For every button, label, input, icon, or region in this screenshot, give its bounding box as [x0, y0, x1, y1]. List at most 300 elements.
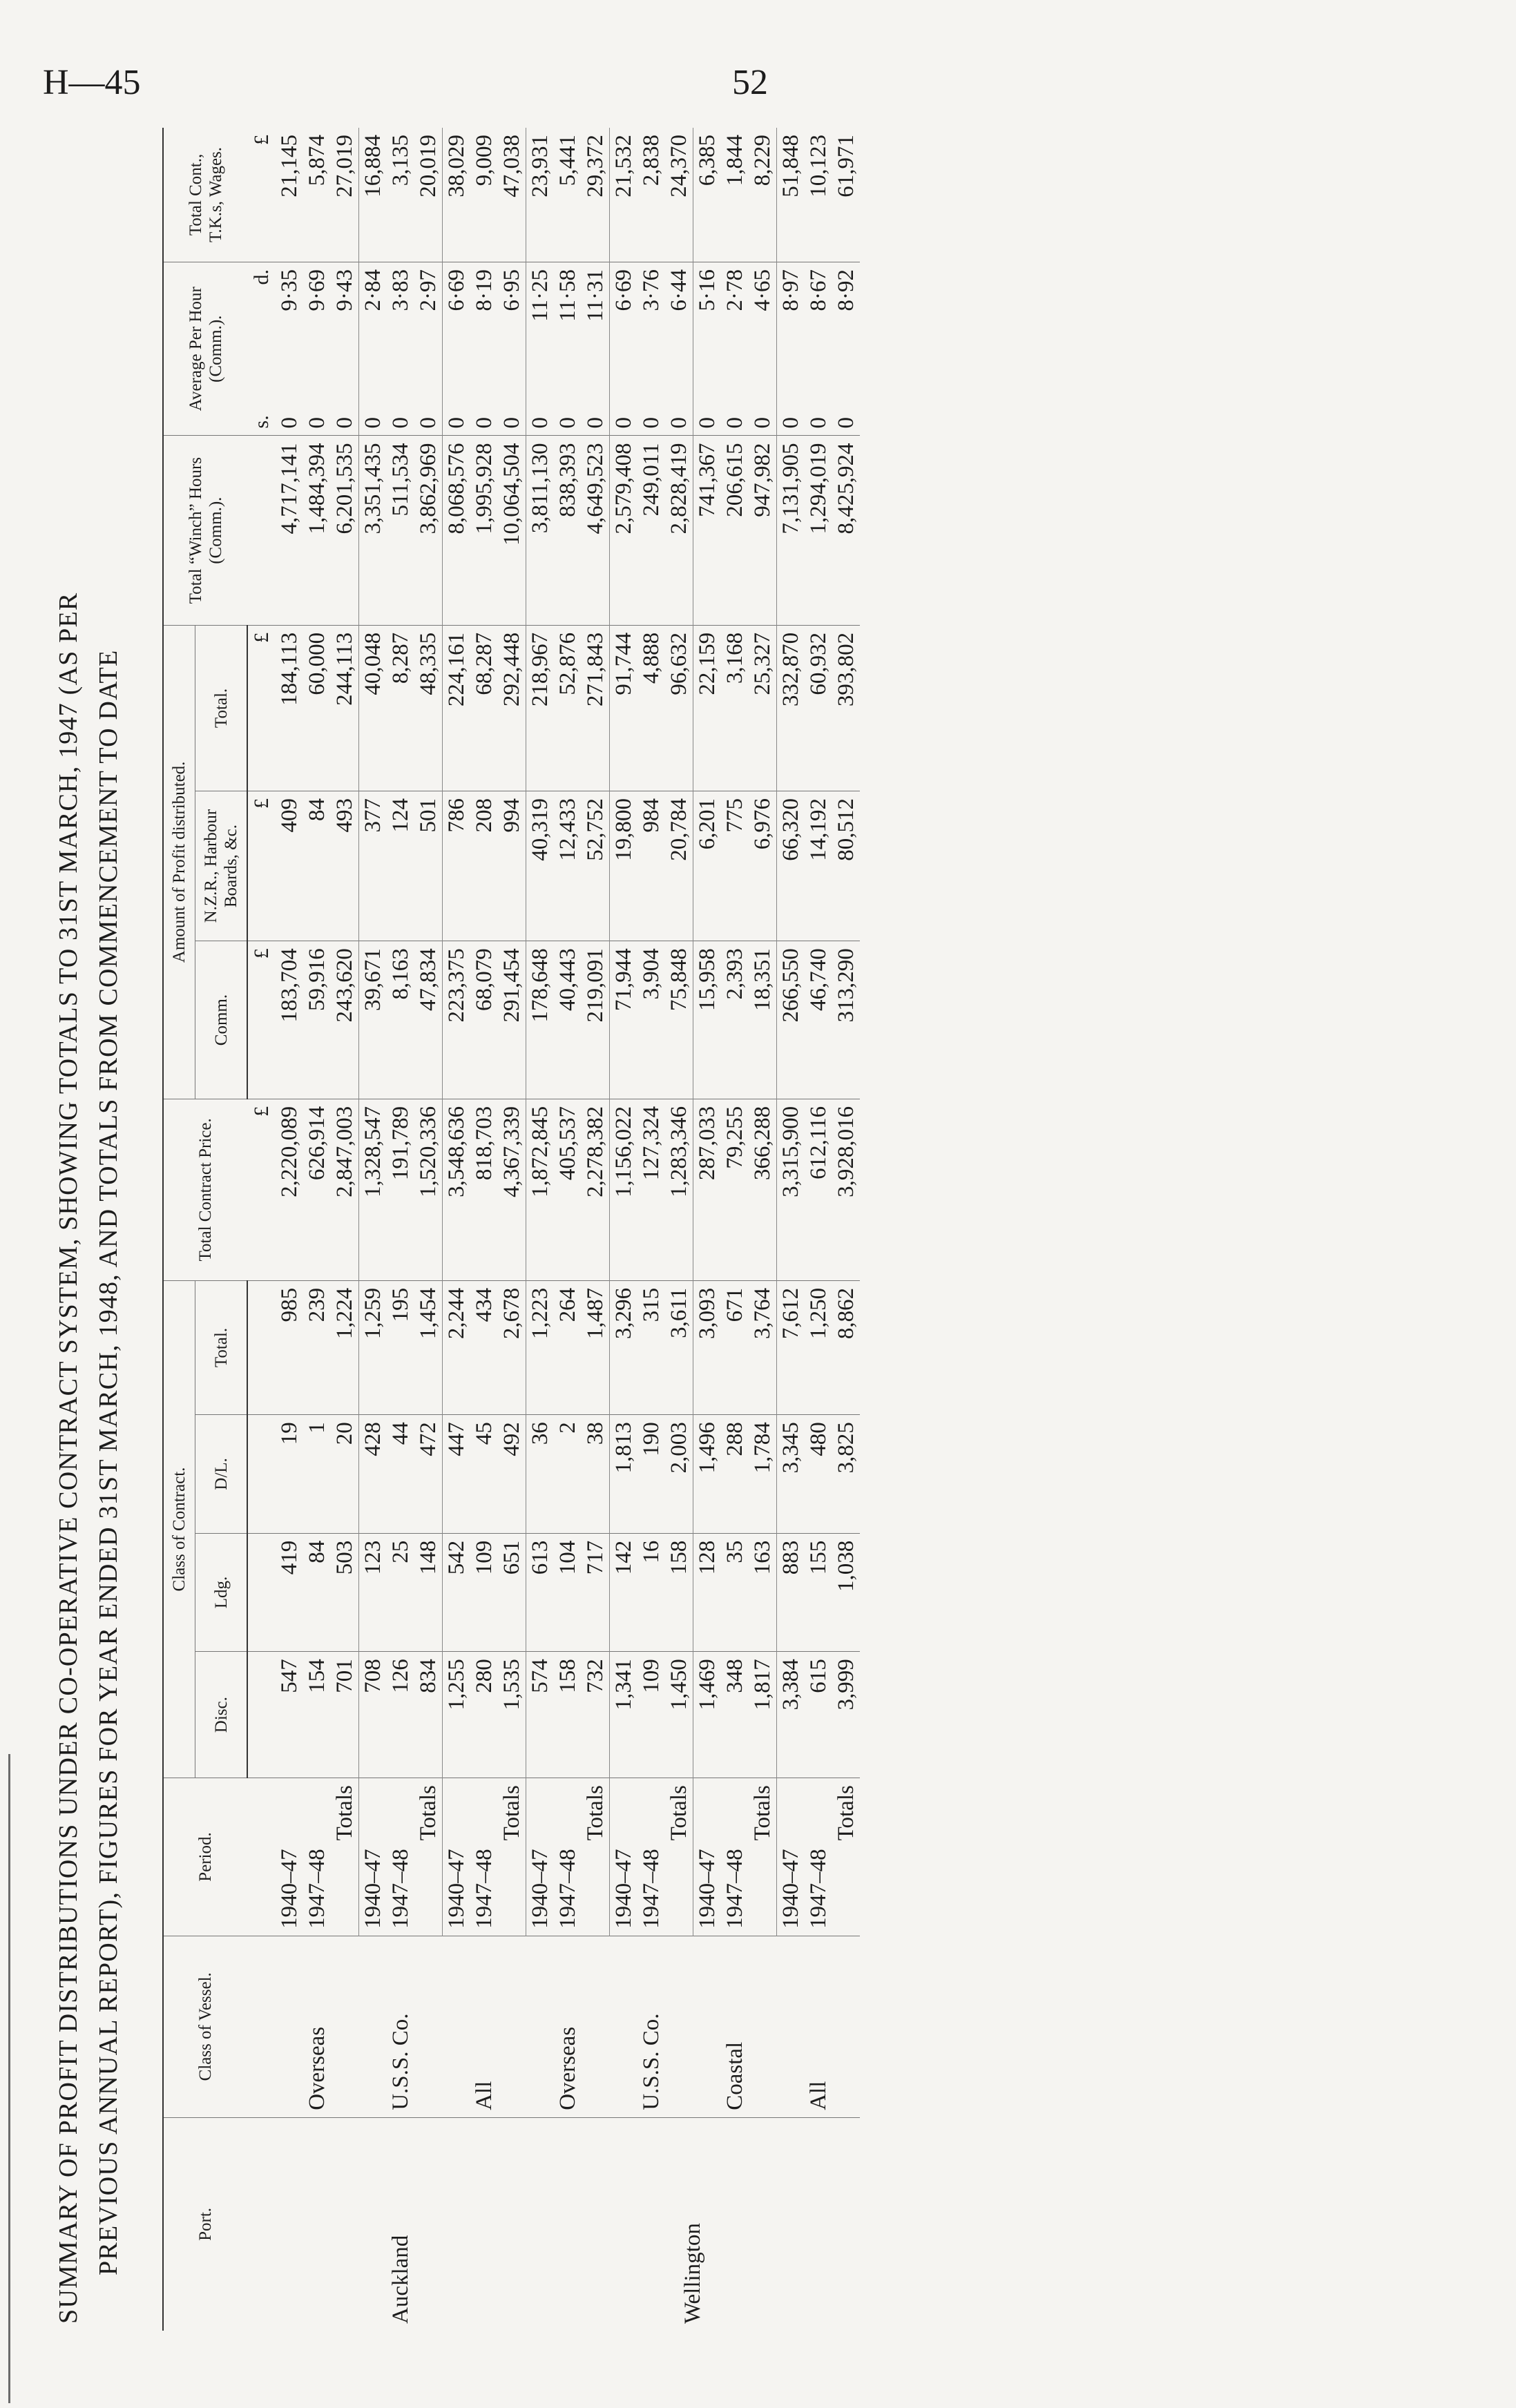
ldg-cell: 148: [414, 1533, 443, 1652]
binding-edge: [8, 1754, 10, 2403]
hours-cell: 8,425,924: [832, 436, 860, 625]
profit-cell: 8,287: [387, 625, 414, 791]
comm-cell: 68,079: [470, 941, 498, 1099]
comm-cell: 219,091: [582, 941, 610, 1099]
total-cell: 2,678: [498, 1280, 526, 1414]
average-pence: 3·83: [388, 269, 413, 311]
unit-comm: £: [247, 941, 276, 1099]
nzr-cell: 786: [443, 791, 471, 941]
average-shillings: 0: [305, 416, 329, 429]
vessel-class-cell: Coastal: [693, 1936, 777, 2117]
price-cell: 127,324: [637, 1099, 665, 1280]
average-per-hour-cell: [777, 262, 805, 436]
total-cell: 985: [276, 1280, 303, 1414]
dl-cell: 38: [582, 1415, 610, 1534]
totals-label: Totals: [582, 1778, 610, 1936]
average-pence: 6·44: [666, 269, 691, 311]
average-shillings: 0: [444, 416, 469, 429]
nzr-cell: 377: [359, 791, 387, 941]
ldg-cell: 84: [303, 1533, 331, 1652]
disc-cell: 3,384: [777, 1652, 805, 1778]
wages-cell: 21,145: [276, 128, 303, 262]
comm-cell: 183,704: [276, 941, 303, 1099]
dl-cell: 492: [498, 1415, 526, 1534]
profit-cell: 96,632: [665, 625, 693, 791]
average-shillings: 0: [834, 416, 858, 429]
unit-pence: d.: [249, 269, 273, 285]
disc-cell: 1,341: [610, 1652, 638, 1778]
nzr-cell: 66,320: [777, 791, 805, 941]
ldg-cell: 419: [276, 1533, 303, 1652]
hours-cell: 3,351,435: [359, 436, 387, 625]
profit-cell: 4,888: [637, 625, 665, 791]
average-per-hour-cell: [832, 262, 860, 436]
profit-cell: 25,327: [749, 625, 777, 791]
ldg-cell: 1,038: [832, 1533, 860, 1652]
price-cell: 1,520,336: [414, 1099, 443, 1280]
period-cell: 1940–47: [359, 1778, 387, 1936]
comm-cell: 291,454: [498, 941, 526, 1099]
page-number: 52: [732, 63, 768, 102]
average-shillings: 0: [277, 416, 302, 429]
wages-cell: 38,029: [443, 128, 471, 262]
disc-cell: 574: [526, 1652, 555, 1778]
total-cell: 315: [637, 1280, 665, 1414]
comm-cell: 15,958: [693, 941, 722, 1099]
profit-cell: 271,843: [582, 625, 610, 791]
total-cell: 1,223: [526, 1280, 555, 1414]
total-cell: 671: [721, 1280, 749, 1414]
rotated-table-page: [21, 114, 1485, 2344]
data-row: [526, 128, 555, 2331]
dl-cell: 2: [554, 1415, 582, 1534]
ldg-cell: 16: [637, 1533, 665, 1652]
average-shillings: 0: [528, 416, 553, 429]
dl-cell: 190: [637, 1415, 665, 1534]
total-cell: 7,612: [777, 1280, 805, 1414]
period-cell: 1947–48: [387, 1778, 414, 1936]
dl-cell: 1: [303, 1415, 331, 1534]
vessel-class-cell: Overseas: [526, 1936, 610, 2117]
dl-cell: 44: [387, 1415, 414, 1534]
nzr-cell: 984: [637, 791, 665, 941]
price-cell: 1,283,346: [665, 1099, 693, 1280]
wages-cell: 5,874: [303, 128, 331, 262]
hours-cell: 2,828,419: [665, 436, 693, 625]
ldg-cell: 158: [665, 1533, 693, 1652]
disc-cell: 615: [805, 1652, 832, 1778]
price-cell: 287,033: [693, 1099, 722, 1280]
unit-wages: £: [247, 128, 276, 262]
hours-cell: 4,649,523: [582, 436, 610, 625]
header-nzr-harbour-boards: N.Z.R., Harbour Boards, &c.: [195, 791, 248, 941]
average-per-hour-cell: [303, 262, 331, 436]
average-shillings: 0: [555, 416, 580, 429]
period-cell: 1940–47: [610, 1778, 638, 1936]
period-cell: 1940–47: [443, 1778, 471, 1936]
comm-cell: 3,904: [637, 941, 665, 1099]
ldg-cell: 128: [693, 1533, 722, 1652]
price-cell: 405,537: [554, 1099, 582, 1280]
hours-cell: 511,534: [387, 436, 414, 625]
totals-label: Totals: [665, 1778, 693, 1936]
hours-cell: 10,064,504: [498, 436, 526, 625]
profit-cell: 48,335: [414, 625, 443, 791]
page-reference: H—45: [43, 63, 141, 102]
average-per-hour-cell: [637, 262, 665, 436]
period-cell: 1940–47: [276, 1778, 303, 1936]
hours-cell: 947,982: [749, 436, 777, 625]
nzr-cell: 6,201: [693, 791, 722, 941]
dl-cell: 45: [470, 1415, 498, 1534]
dl-cell: 288: [721, 1415, 749, 1534]
wages-cell: 10,123: [805, 128, 832, 262]
total-cell: 434: [470, 1280, 498, 1414]
dl-cell: 428: [359, 1415, 387, 1534]
disc-cell: 701: [331, 1652, 359, 1778]
header-amount-of-profit: Amount of Profit distributed.: [163, 625, 195, 1099]
average-per-hour-cell: [331, 262, 359, 436]
total-cell: 239: [303, 1280, 331, 1414]
ldg-cell: 651: [498, 1533, 526, 1652]
wages-cell: 8,229: [749, 128, 777, 262]
comm-cell: 243,620: [331, 941, 359, 1099]
header-class-of-contract: Class of Contract.: [163, 1280, 195, 1778]
price-cell: 2,847,003: [331, 1099, 359, 1280]
disc-cell: 834: [414, 1652, 443, 1778]
nzr-cell: 80,512: [832, 791, 860, 941]
dl-cell: 1,496: [693, 1415, 722, 1534]
data-row: [777, 128, 805, 2331]
hours-cell: 1,995,928: [470, 436, 498, 625]
average-per-hour-cell: [276, 262, 303, 436]
average-shillings: 0: [722, 416, 747, 429]
nzr-cell: 994: [498, 791, 526, 941]
hours-cell: 249,011: [637, 436, 665, 625]
disc-cell: 1,535: [498, 1652, 526, 1778]
average-pence: 11·31: [583, 269, 608, 322]
profit-cell: 3,168: [721, 625, 749, 791]
header-class-of-vessel: Class of Vessel.: [163, 1936, 247, 2117]
total-cell: 1,224: [331, 1280, 359, 1414]
profit-cell: 184,113: [276, 625, 303, 791]
unit-price: £: [247, 1099, 276, 1280]
price-cell: 1,156,022: [610, 1099, 638, 1280]
average-per-hour-cell: [693, 262, 722, 436]
nzr-cell: 14,192: [805, 791, 832, 941]
average-pence: 2·78: [722, 269, 747, 311]
data-row: [276, 128, 303, 2331]
header-disc: Disc.: [195, 1652, 248, 1778]
nzr-cell: 12,433: [554, 791, 582, 941]
hours-cell: 1,484,394: [303, 436, 331, 625]
disc-cell: 154: [303, 1652, 331, 1778]
disc-cell: 1,469: [693, 1652, 722, 1778]
average-pence: 6·69: [611, 269, 636, 311]
dl-cell: 1,784: [749, 1415, 777, 1534]
average-pence: 9·69: [305, 269, 329, 311]
hours-cell: 3,862,969: [414, 436, 443, 625]
total-cell: 1,259: [359, 1280, 387, 1414]
price-cell: 2,278,382: [582, 1099, 610, 1280]
profit-cell: 292,448: [498, 625, 526, 791]
ldg-cell: 109: [470, 1533, 498, 1652]
price-cell: 79,255: [721, 1099, 749, 1280]
total-cell: 1,487: [582, 1280, 610, 1414]
totals-label: Totals: [498, 1778, 526, 1936]
comm-cell: 178,648: [526, 941, 555, 1099]
port-cell: Wellington: [680, 2223, 706, 2324]
average-pence: 9·35: [277, 269, 302, 311]
wages-cell: 23,931: [526, 128, 555, 262]
unit-profit-total: £: [247, 625, 276, 791]
average-per-hour-cell: [610, 262, 638, 436]
price-cell: 366,288: [749, 1099, 777, 1280]
price-cell: 612,116: [805, 1099, 832, 1280]
nzr-cell: 20,784: [665, 791, 693, 941]
comm-cell: 266,550: [777, 941, 805, 1099]
dl-cell: 36: [526, 1415, 555, 1534]
average-shillings: 0: [499, 416, 524, 429]
profit-cell: 60,000: [303, 625, 331, 791]
average-shillings: 0: [778, 416, 803, 429]
nzr-cell: 19,800: [610, 791, 638, 941]
average-pence: 4·65: [750, 269, 775, 311]
hours-cell: 206,615: [721, 436, 749, 625]
disc-cell: 547: [276, 1652, 303, 1778]
average-per-hour-cell: [526, 262, 555, 436]
average-shillings: 0: [639, 416, 664, 429]
average-pence: 6·69: [444, 269, 469, 311]
disc-cell: 280: [470, 1652, 498, 1778]
comm-cell: 8,163: [387, 941, 414, 1099]
data-row: [443, 128, 471, 2331]
average-shillings: 0: [666, 416, 691, 429]
period-cell: 1947–48: [303, 1778, 331, 1936]
comm-cell: 39,671: [359, 941, 387, 1099]
average-shillings: 0: [806, 416, 831, 429]
title-line-1: SUMMARY OF PROFIT DISTRIBUTIONS UNDER CO-OPERATIVE CONTRACT SYSTEM, SHOWING TOTALS TO 31ST MARCH, 1947 (AS PER: [54, 592, 83, 2324]
price-cell: 2,220,089: [276, 1099, 303, 1280]
title-line-2: PREVIOUS ANNUAL REPORT), FIGURES FOR YEAR ENDED 31ST MARCH, 1948, AND TOTALS FROM COMMENCEMENT TO DATE: [94, 649, 123, 2275]
ldg-cell: 155: [805, 1533, 832, 1652]
comm-cell: 47,834: [414, 941, 443, 1099]
comm-cell: 2,393: [721, 941, 749, 1099]
disc-cell: 1,255: [443, 1652, 471, 1778]
average-pence: 2·84: [361, 269, 385, 311]
dl-cell: 20: [331, 1415, 359, 1534]
dl-cell: 472: [414, 1415, 443, 1534]
wages-cell: 21,532: [610, 128, 638, 262]
wages-cell: 5,441: [554, 128, 582, 262]
total-cell: 3,611: [665, 1280, 693, 1414]
average-pence: 8·67: [806, 269, 831, 311]
wages-cell: 24,370: [665, 128, 693, 262]
profit-cell: 40,048: [359, 625, 387, 791]
average-shillings: 0: [695, 416, 720, 429]
nzr-cell: 6,976: [749, 791, 777, 941]
ldg-cell: 104: [554, 1533, 582, 1652]
profit-cell: 52,876: [554, 625, 582, 791]
wages-cell: 9,009: [470, 128, 498, 262]
period-cell: 1940–47: [693, 1778, 722, 1936]
price-cell: 1,328,547: [359, 1099, 387, 1280]
comm-cell: 59,916: [303, 941, 331, 1099]
header-port: Port.: [163, 2117, 247, 2331]
ldg-cell: 35: [721, 1533, 749, 1652]
ldg-cell: 883: [777, 1533, 805, 1652]
header-winch-hours: Total “Winch” Hours (Comm.).: [163, 436, 247, 625]
average-pence: 11·58: [555, 269, 580, 322]
hours-cell: 4,717,141: [276, 436, 303, 625]
disc-cell: 348: [721, 1652, 749, 1778]
period-cell: 1947–48: [637, 1778, 665, 1936]
dl-cell: 3,345: [777, 1415, 805, 1534]
profit-cell: 22,159: [693, 625, 722, 791]
profit-cell: 218,967: [526, 625, 555, 791]
average-pence: 3·76: [639, 269, 664, 311]
price-cell: 3,928,016: [832, 1099, 860, 1280]
hours-cell: 838,393: [554, 436, 582, 625]
vessel-class-cell: Overseas: [276, 1936, 359, 2117]
total-cell: 8,862: [832, 1280, 860, 1414]
comm-cell: 223,375: [443, 941, 471, 1099]
average-pence: 11·25: [528, 269, 553, 322]
profit-distribution-table: [162, 128, 860, 2331]
comm-cell: 46,740: [805, 941, 832, 1099]
total-cell: 3,296: [610, 1280, 638, 1414]
header-class-total: Total.: [195, 1280, 248, 1414]
nzr-cell: 208: [470, 791, 498, 941]
header-comm: Comm.: [195, 941, 248, 1099]
unit-shillings: s.: [249, 415, 273, 429]
hours-cell: 8,068,576: [443, 436, 471, 625]
nzr-cell: 493: [331, 791, 359, 941]
period-cell: 1940–47: [526, 1778, 555, 1936]
header-period: Period.: [163, 1778, 247, 1936]
header-dl: D/L.: [195, 1415, 248, 1534]
comm-cell: 313,290: [832, 941, 860, 1099]
profit-cell: 224,161: [443, 625, 471, 791]
comm-cell: 71,944: [610, 941, 638, 1099]
nzr-cell: 775: [721, 791, 749, 941]
dl-cell: 447: [443, 1415, 471, 1534]
wages-cell: 3,135: [387, 128, 414, 262]
hours-cell: 741,367: [693, 436, 722, 625]
dl-cell: 3,825: [832, 1415, 860, 1534]
nzr-cell: 84: [303, 791, 331, 941]
average-shillings: 0: [611, 416, 636, 429]
ldg-cell: 717: [582, 1533, 610, 1652]
vessel-class-cell: All: [777, 1936, 861, 2117]
ldg-cell: 503: [331, 1533, 359, 1652]
average-per-hour-cell: [443, 262, 471, 436]
profit-cell: 393,802: [832, 625, 860, 791]
totals-label: Totals: [414, 1778, 443, 1936]
price-cell: 4,367,339: [498, 1099, 526, 1280]
period-cell: 1940–47: [777, 1778, 805, 1936]
average-pence: 2·97: [416, 269, 441, 311]
port-cell: Auckland: [388, 2235, 414, 2324]
comm-cell: 18,351: [749, 941, 777, 1099]
header-total-wages: Total Cont., T.K.s, Wages.: [163, 128, 247, 262]
average-shillings: 0: [416, 416, 441, 429]
period-cell: 1947–48: [721, 1778, 749, 1936]
dl-cell: 2,003: [665, 1415, 693, 1534]
profit-cell: 244,113: [331, 625, 359, 791]
average-pence: 8·19: [472, 269, 497, 311]
units-row: [247, 128, 276, 2331]
totals-label: Totals: [832, 1778, 860, 1936]
wages-cell: 6,385: [693, 128, 722, 262]
ldg-cell: 542: [443, 1533, 471, 1652]
total-cell: 1,250: [805, 1280, 832, 1414]
period-cell: 1947–48: [805, 1778, 832, 1936]
period-cell: 1947–48: [470, 1778, 498, 1936]
disc-cell: 708: [359, 1652, 387, 1778]
wages-cell: 20,019: [414, 128, 443, 262]
average-shillings: 0: [361, 416, 385, 429]
average-shillings: 0: [388, 416, 413, 429]
profit-cell: 332,870: [777, 625, 805, 791]
wages-cell: 1,844: [721, 128, 749, 262]
disc-cell: 126: [387, 1652, 414, 1778]
disc-cell: 109: [637, 1652, 665, 1778]
average-per-hour-cell: [554, 262, 582, 436]
hours-cell: 3,811,130: [526, 436, 555, 625]
nzr-cell: 501: [414, 791, 443, 941]
average-per-hour-cell: [387, 262, 414, 436]
total-cell: 264: [554, 1280, 582, 1414]
wages-cell: 16,884: [359, 128, 387, 262]
wages-cell: 61,971: [832, 128, 860, 262]
data-row: [359, 128, 387, 2331]
table-title: [48, 183, 128, 2324]
nzr-cell: 124: [387, 791, 414, 941]
ldg-cell: 163: [749, 1533, 777, 1652]
nzr-cell: 409: [276, 791, 303, 941]
vessel-class-cell: U.S.S. Co.: [359, 1936, 443, 2117]
average-per-hour-cell: [498, 262, 526, 436]
disc-cell: 732: [582, 1652, 610, 1778]
disc-cell: 158: [554, 1652, 582, 1778]
average-pence: 8·97: [778, 269, 803, 311]
disc-cell: 1,817: [749, 1652, 777, 1778]
price-cell: 1,872,845: [526, 1099, 555, 1280]
total-cell: 3,093: [693, 1280, 722, 1414]
comm-cell: 40,443: [554, 941, 582, 1099]
average-per-hour-cell: [805, 262, 832, 436]
totals-label: Totals: [331, 1778, 359, 1936]
header-total-contract-price: Total Contract Price.: [163, 1099, 247, 1280]
disc-cell: 1,450: [665, 1652, 693, 1778]
data-row: [610, 128, 638, 2331]
total-cell: 2,244: [443, 1280, 471, 1414]
profit-cell: 91,744: [610, 625, 638, 791]
dl-cell: 19: [276, 1415, 303, 1534]
hours-cell: 6,201,535: [331, 436, 359, 625]
average-pence: 6·95: [499, 269, 524, 311]
average-shillings: 0: [472, 416, 497, 429]
hours-cell: 2,579,408: [610, 436, 638, 625]
data-row: [693, 128, 722, 2331]
header-average-per-hour: Average Per Hour (Comm.).: [163, 262, 247, 436]
average-per-hour-cell: [721, 262, 749, 436]
price-cell: 818,703: [470, 1099, 498, 1280]
nzr-cell: 52,752: [582, 791, 610, 941]
average-pence: 9·43: [332, 269, 357, 311]
disc-cell: 3,999: [832, 1652, 860, 1778]
